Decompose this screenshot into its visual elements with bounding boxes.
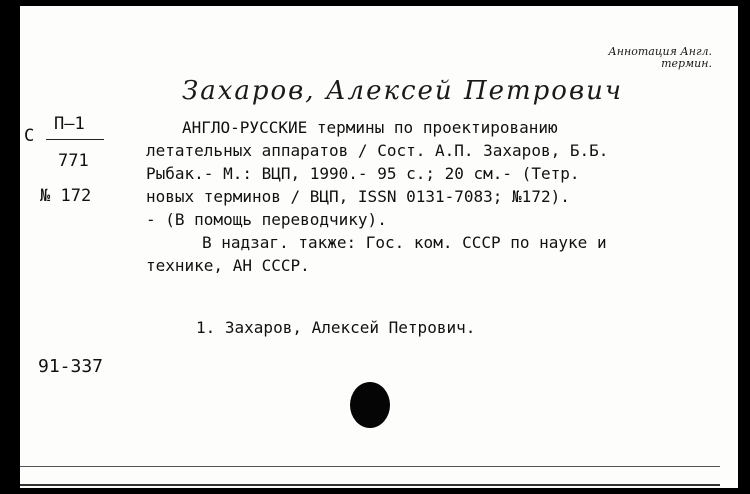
- card-edge-shadow: [6, 6, 20, 488]
- description-line-3: Рыбак.- М.: ВЦП, 1990.- 95 с.; 20 см.- (Тетр.: [146, 164, 580, 183]
- call-number-divider: [46, 139, 104, 140]
- call-number-top: П–1: [54, 114, 85, 134]
- accession-number: 91-337: [38, 356, 104, 377]
- bibliographic-description: [146, 116, 726, 277]
- corner-note-line2: термин.: [661, 57, 712, 70]
- catalog-card: [6, 6, 738, 488]
- call-number-no: № 172: [40, 186, 92, 206]
- description-line-4: новых терминов / ВЦП, ISSN 0131-7083; №172).: [146, 187, 570, 206]
- description-line-1: АНГЛО-РУССКИЕ термины по проектированию: [182, 118, 558, 137]
- description-line-5: - (В помощь переводчику).: [146, 210, 387, 229]
- handwritten-corner-note: [562, 46, 712, 70]
- card-bottom-rule: [20, 466, 720, 467]
- note-line-2: технике, АН СССР.: [146, 256, 310, 275]
- description-line-2: летательных аппаратов / Сост. А.П. Захаров, Б.Б.: [146, 141, 609, 160]
- note-line-1: В надзаг. также: Гос. ком. СССР по науке и: [202, 233, 607, 252]
- card-punch-hole: [350, 382, 390, 428]
- call-prefix: С: [24, 126, 35, 146]
- corner-note-line1: Аннотация Англ.: [608, 45, 712, 58]
- tracing-entry: 1. Захаров, Алексей Петрович.: [196, 318, 476, 337]
- call-number-bottom: 771: [58, 151, 89, 171]
- handwritten-author: Захаров, Алексей Петрович: [182, 76, 624, 106]
- card-bottom-edge: [20, 484, 720, 486]
